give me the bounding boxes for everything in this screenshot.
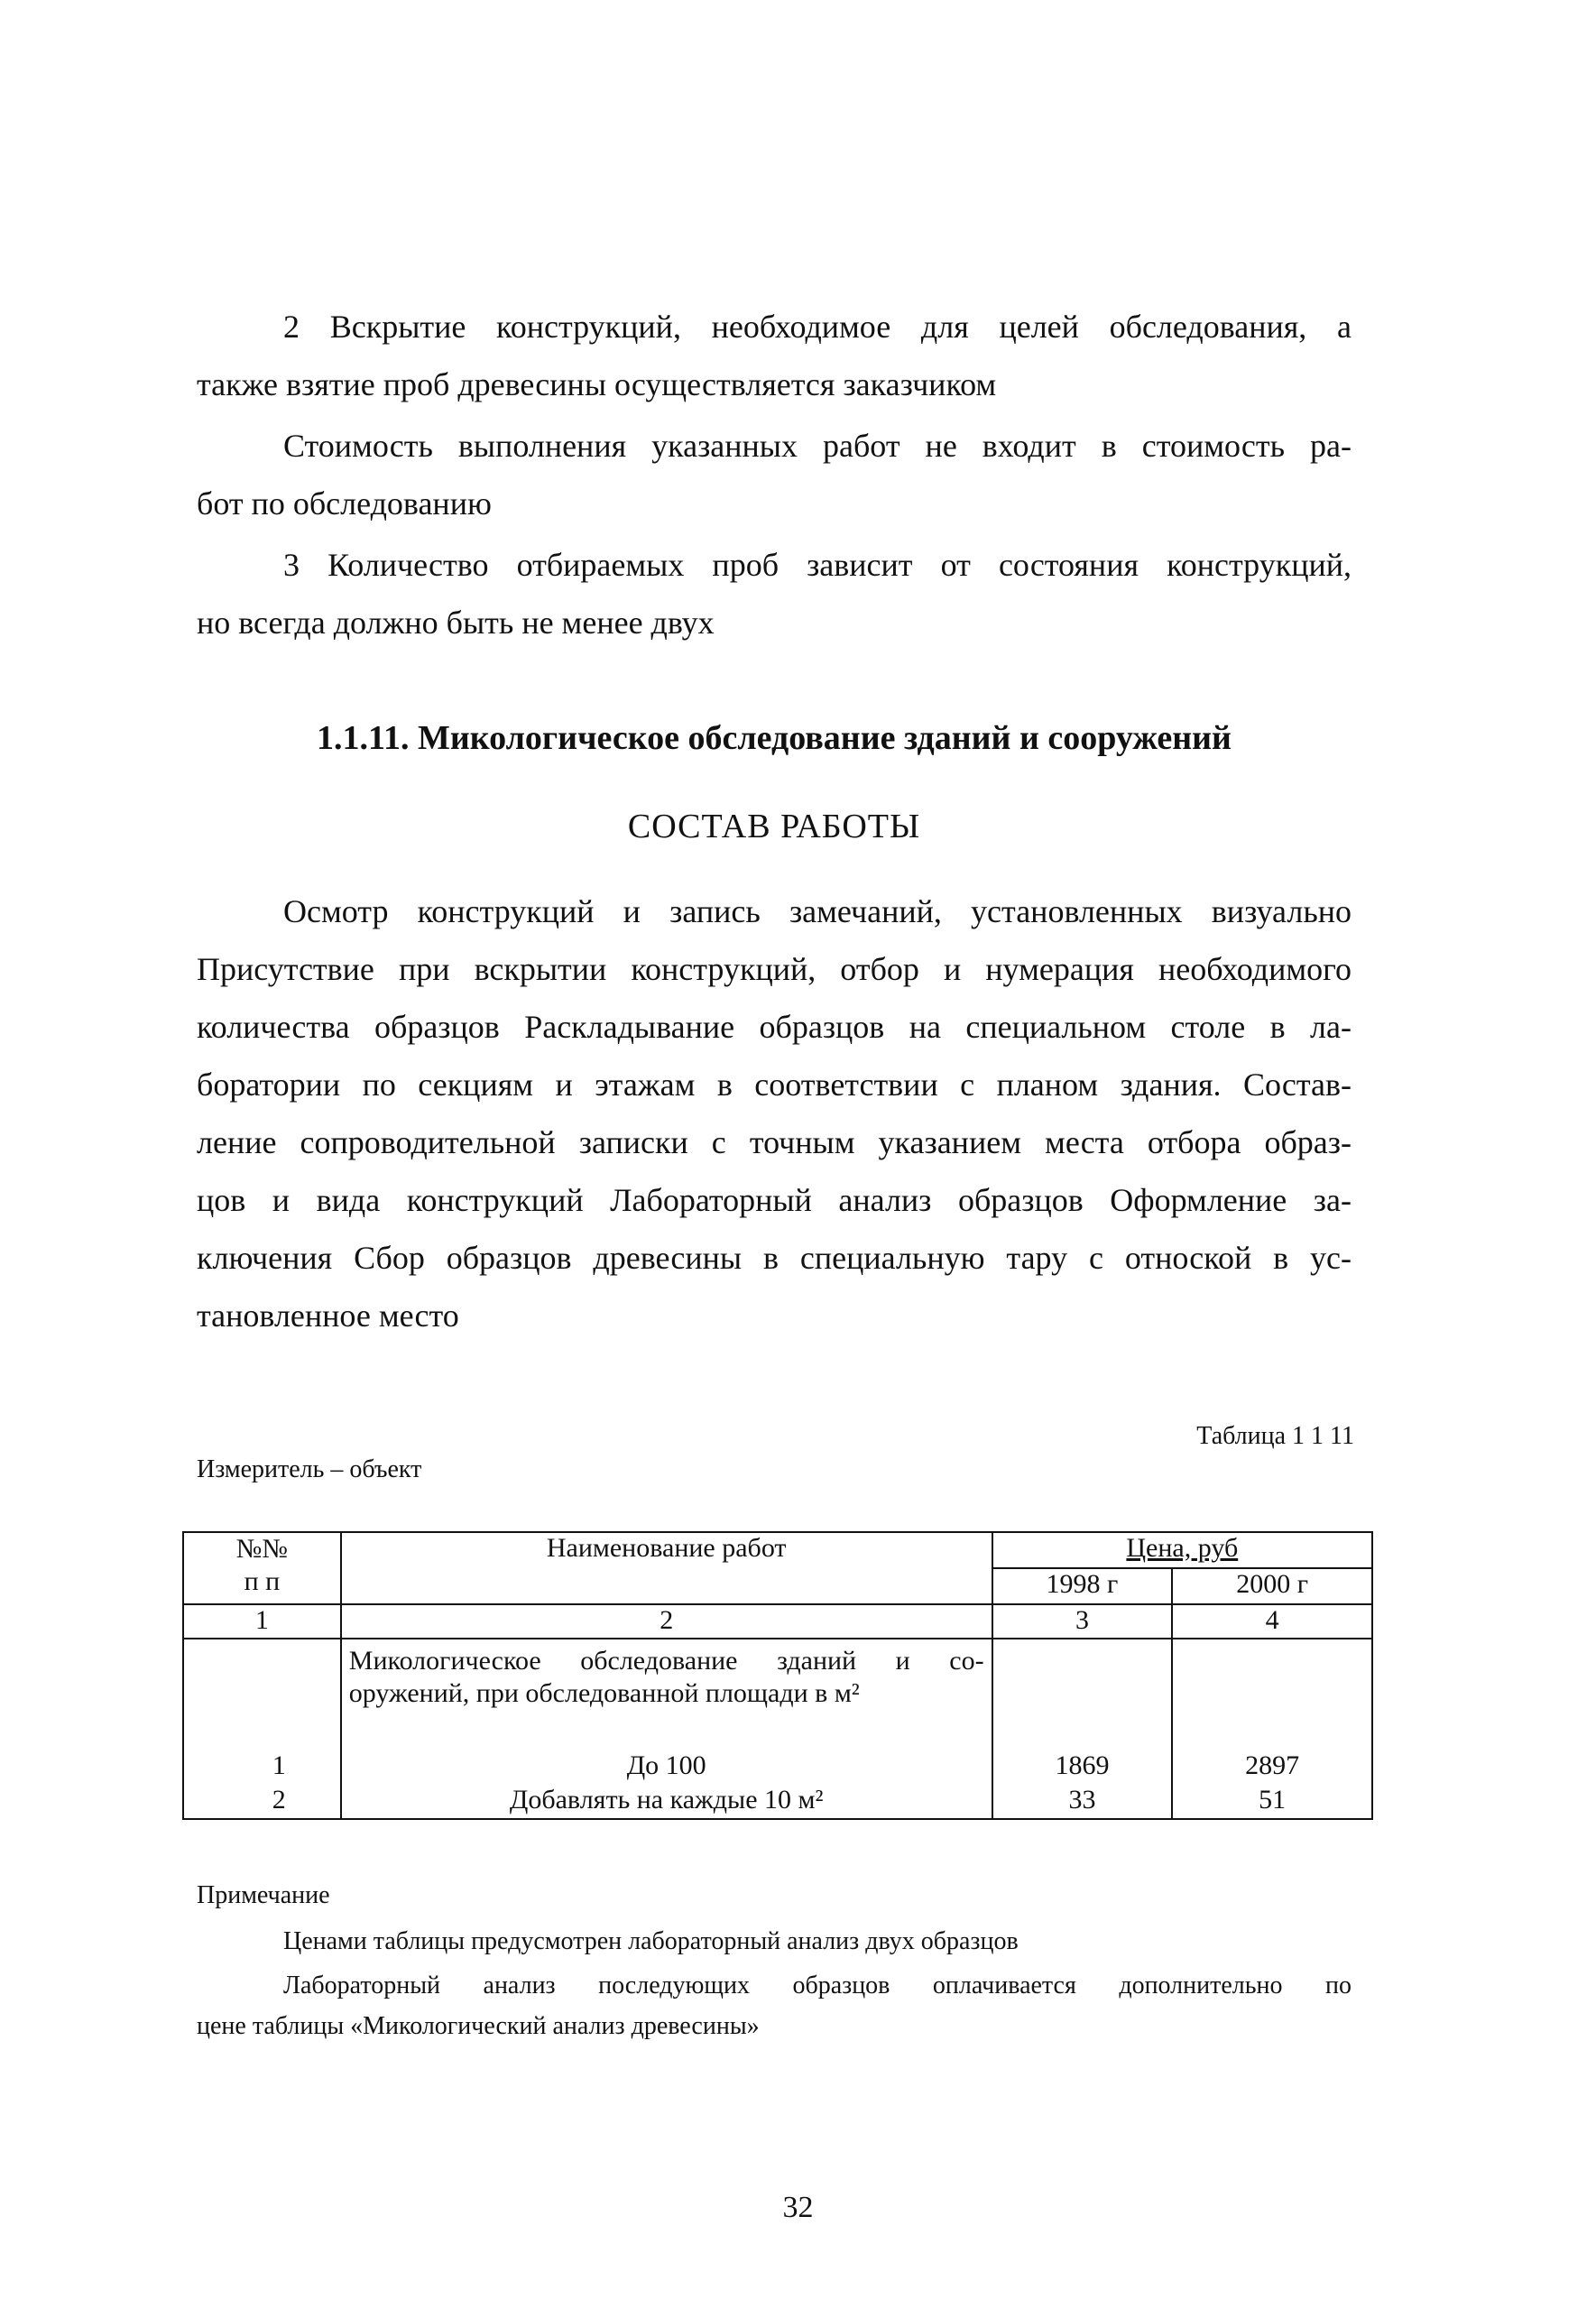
column-number-cell: 3 bbox=[992, 1604, 1173, 1639]
header-name-cell: Наименование работ bbox=[341, 1532, 992, 1604]
paragraph-samples-note bbox=[197, 536, 1352, 651]
row-number-cell: 1 bbox=[183, 1750, 341, 1785]
note-line: цене таблицы «Микологический анализ древесины» bbox=[197, 2012, 760, 2040]
text-line: боратории по секциям и этажам в соответствии с планом здания. Состав- bbox=[197, 1067, 1352, 1103]
row-name-cell: Добавлять на каждые 10 м² bbox=[341, 1785, 992, 1819]
text-line: Присутствие при вскрытии конструкций, отбор и нумерация необходимого bbox=[197, 951, 1352, 987]
table-header-row bbox=[183, 1532, 1372, 1568]
header-year-2000: 2000 г bbox=[1172, 1568, 1372, 1604]
row-number-cell: 2 bbox=[183, 1785, 341, 1819]
row-price-1998: 33 bbox=[992, 1785, 1173, 1819]
paragraph-cost-note bbox=[197, 417, 1352, 532]
header-year-1998: 1998 г bbox=[992, 1568, 1173, 1604]
column-number-cell: 2 bbox=[341, 1604, 992, 1639]
page-number: 32 bbox=[782, 2191, 814, 2224]
text-line: 2 Вскрытие конструкций, необходимое для целей обследования, а bbox=[283, 309, 1352, 345]
note-line: Лабораторный анализ последующих образцов оплачивается дополнительно по bbox=[283, 1972, 1352, 1999]
text-line: цов и вида конструкций Лабораторный анализ образцов Оформление за- bbox=[197, 1182, 1352, 1218]
section-heading: 1.1.11. Микологическое обследование зданий и сооружений bbox=[317, 719, 1232, 757]
group-title-line: Микологическое обследование зданий и со- bbox=[348, 1646, 984, 1676]
text-line: но всегда должно быть не менее двух bbox=[197, 605, 715, 641]
work-composition-text bbox=[197, 882, 1352, 1344]
group-price-cell bbox=[992, 1639, 1173, 1750]
header-number-sublabel: п п bbox=[244, 1566, 281, 1596]
table-row bbox=[183, 1750, 1372, 1785]
group-number-cell bbox=[183, 1639, 341, 1750]
table-column-numbers-row bbox=[183, 1604, 1372, 1639]
text-line: также взятие проб древесины осуществляется заказчиком bbox=[197, 366, 997, 402]
row-price-2000: 51 bbox=[1172, 1785, 1372, 1819]
text-line: 3 Количество отбираемых проб зависит от состояния конструкций, bbox=[283, 547, 1352, 583]
table-row bbox=[183, 1785, 1372, 1819]
row-price-2000: 2897 bbox=[1172, 1750, 1372, 1785]
header-price-label: Цена, руб bbox=[1126, 1533, 1239, 1563]
note-title: Примечание bbox=[197, 1881, 330, 1909]
price-table bbox=[182, 1531, 1373, 1820]
note-line: Ценами таблицы предусмотрен лабораторный анализ двух образцов bbox=[283, 1927, 1019, 1955]
text-line: ление сопроводительной записки с точным указанием места отбора образ- bbox=[197, 1124, 1352, 1160]
text-line: Осмотр конструкций и запись замечаний, установленных визуально bbox=[283, 893, 1352, 929]
column-number-cell: 4 bbox=[1172, 1604, 1372, 1639]
column-number-cell: 1 bbox=[183, 1604, 341, 1639]
text-line: тановленное место bbox=[197, 1298, 459, 1334]
header-price-cell bbox=[992, 1532, 1372, 1568]
measure-unit: Измеритель – объект bbox=[197, 1455, 422, 1483]
table-caption: Таблица 1 1 11 bbox=[1196, 1422, 1354, 1450]
text-line: Стоимость выполнения указанных работ не входит в стоимость ра- bbox=[283, 428, 1352, 464]
text-line: бот по обследованию bbox=[197, 485, 492, 522]
group-title-cell bbox=[341, 1639, 992, 1750]
row-price-1998: 1869 bbox=[992, 1750, 1173, 1785]
header-number-cell bbox=[183, 1532, 341, 1604]
group-price-cell bbox=[1172, 1639, 1372, 1750]
text-line: количества образцов Раскладывание образцов на специальном столе в ла- bbox=[197, 1009, 1352, 1045]
section-subheading: СОСТАВ РАБОТЫ bbox=[627, 808, 921, 845]
paragraph-opening-note bbox=[197, 298, 1352, 413]
text-line: ключения Сбор образцов древесины в специальную тару с отноской в ус- bbox=[197, 1240, 1352, 1276]
row-name-cell: До 100 bbox=[341, 1750, 992, 1785]
header-number-label: №№ bbox=[235, 1534, 289, 1564]
table-group-row bbox=[183, 1639, 1372, 1750]
group-title-line: оружений, при обследованной площади в м² bbox=[348, 1678, 860, 1708]
